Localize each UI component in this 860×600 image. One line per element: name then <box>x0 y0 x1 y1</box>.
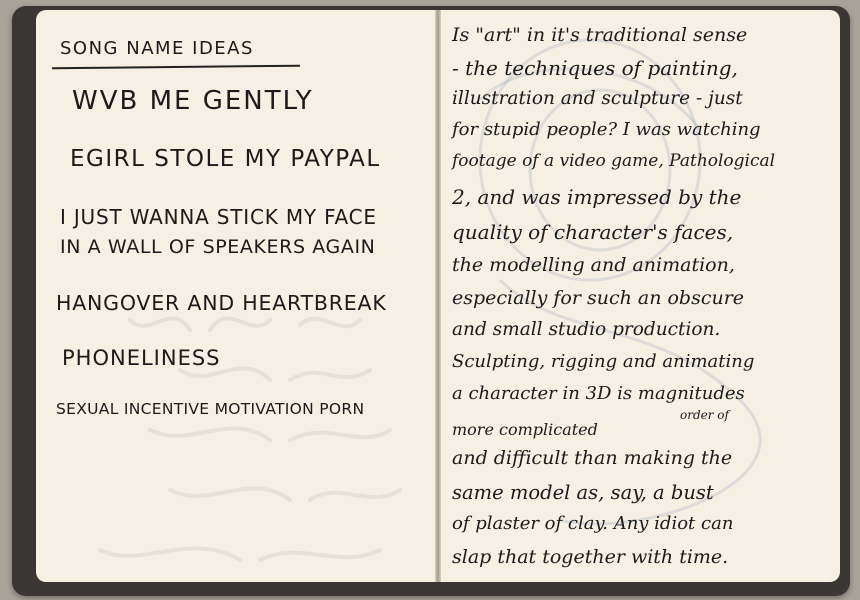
note-line-16: of plaster of clay. Any idiot can <box>452 513 734 534</box>
note-line-13: more complicated <box>452 420 598 439</box>
note-line-8: the modelling and animation, <box>452 254 735 276</box>
song-idea-6: SEXUAL INCENTIVE MOTIVATION PORN <box>56 400 365 418</box>
note-line-11: Sculpting, rigging and animating <box>452 351 755 372</box>
page-heading: SONG NAME IDEAS <box>60 38 254 59</box>
note-line-12: a character in 3D is magnitudes <box>452 383 745 404</box>
note-line-9: especially for such an obscure <box>452 287 745 309</box>
song-idea-2: EGIRL STOLE MY PAYPAL <box>70 146 381 172</box>
note-line-2: - the techniques of painting, <box>452 56 738 80</box>
song-idea-3-line-1: I JUST WANNA STICK MY FACE <box>60 205 377 229</box>
note-line-6: 2, and was impressed by the <box>452 185 742 209</box>
song-idea-3-line-2: IN A WALL OF SPEAKERS AGAIN <box>60 236 376 258</box>
note-line-4: for stupid people? I was watching <box>452 119 761 140</box>
note-insertion: order of <box>680 408 729 422</box>
note-line-5: footage of a video game, Pathological <box>452 151 776 171</box>
bleed-through-text-shapes <box>40 300 430 570</box>
note-line-14: and difficult than making the <box>452 447 733 469</box>
note-line-3: illustration and sculpture - just <box>452 88 743 109</box>
note-line-17: slap that together with time. <box>452 546 729 568</box>
note-line-7: quality of character's faces, <box>452 220 734 244</box>
song-idea-4: HANGOVER AND HEARTBREAK <box>56 291 387 315</box>
song-idea-5: PHONELINESS <box>62 346 221 370</box>
note-line-15: same model as, say, a bust <box>452 481 714 504</box>
song-idea-1: WVB ME GENTLY <box>72 86 314 116</box>
note-line-1: Is "art" in it's traditional sense <box>452 24 748 46</box>
note-line-10: and small studio production. <box>452 319 721 340</box>
